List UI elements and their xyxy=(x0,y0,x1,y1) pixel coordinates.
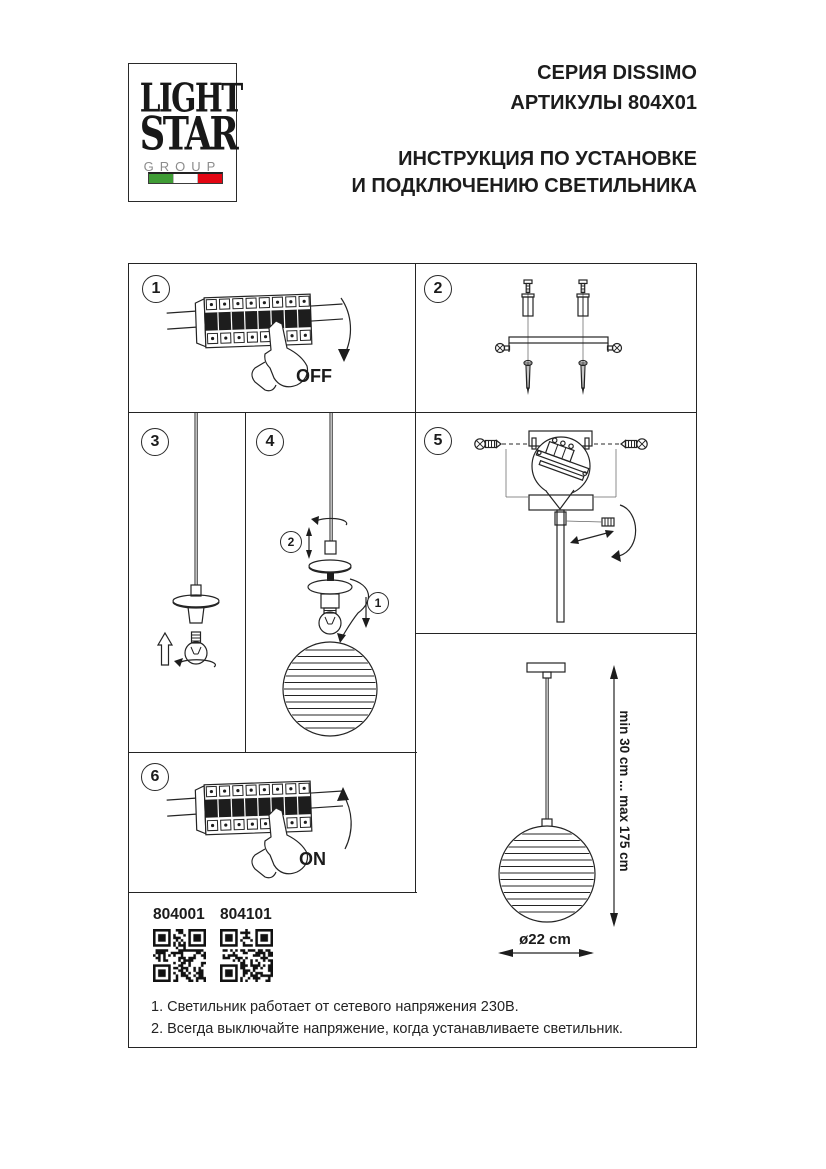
article-code-1: 804001 xyxy=(153,906,205,923)
screw-left xyxy=(475,439,501,449)
flag-green xyxy=(149,174,173,183)
lightstar-logo xyxy=(128,63,242,202)
step-2-number: 2 xyxy=(424,275,452,303)
italian-flag-stripe xyxy=(148,172,223,184)
off-label: OFF xyxy=(296,366,332,386)
screw-right xyxy=(621,439,647,449)
anchor-left xyxy=(522,280,534,316)
diameter-label: ø22 cm xyxy=(519,931,571,948)
socket-and-bulb xyxy=(319,594,341,634)
logo-word-light: LIGHT xyxy=(139,74,242,122)
height-range-label: min 30 cm ... max 175 cm xyxy=(617,710,632,872)
mounting-bracket xyxy=(509,337,608,352)
ribbed-globe xyxy=(276,642,384,736)
qr-code-804001 xyxy=(153,929,206,982)
ceiling-mount-drawing xyxy=(416,413,697,632)
on-label: ON xyxy=(299,849,326,869)
arrow-up-outline-icon xyxy=(158,633,172,665)
qr-code-804101 xyxy=(220,929,273,982)
instruction-title-line1: ИНСТРУКЦИЯ ПО УСТАНОВКЕ xyxy=(398,148,697,170)
curved-insert-arrow-icon xyxy=(337,579,368,643)
bracket-kit-drawing xyxy=(416,264,697,411)
logo-word-group: GROUP xyxy=(143,159,222,174)
arrow-up-icon xyxy=(337,787,351,849)
step-4-number: 4 xyxy=(256,428,284,456)
ceiling-canopy xyxy=(527,663,565,672)
down-tube xyxy=(557,510,564,622)
rotate-arrow-icon xyxy=(311,516,347,525)
step-6-number: 6 xyxy=(141,763,169,791)
side-screw-left xyxy=(496,344,510,353)
up-down-arrow-icon xyxy=(306,527,312,559)
callout-1: 1 xyxy=(367,592,389,614)
step-3-number: 3 xyxy=(141,428,169,456)
breaker-on-drawing xyxy=(129,753,415,892)
set-screw-icon xyxy=(602,518,614,526)
article-code-2: 804101 xyxy=(220,906,272,923)
header-block xyxy=(510,62,697,114)
ribbed-globe xyxy=(492,826,602,922)
flag-red xyxy=(198,174,222,183)
articles-title: АРТИКУЛЫ 804X01 xyxy=(510,92,697,114)
side-screw-right xyxy=(608,344,622,353)
anchor-right xyxy=(577,280,589,316)
flag-white xyxy=(173,174,199,183)
note-2: 2. Всегда выключайте напряжение, когда устанавливаете светильник. xyxy=(151,1021,623,1037)
breaker-off-drawing xyxy=(129,264,415,411)
rotate-arrow-icon xyxy=(611,505,636,562)
rotate-arrow-icon xyxy=(174,658,215,667)
double-arrow-icon xyxy=(570,530,614,544)
note-1: 1. Светильник работает от сетевого напряжения 230В. xyxy=(151,999,519,1015)
cord-lock xyxy=(325,541,336,554)
step-1-number: 1 xyxy=(142,275,170,303)
assembly-drawing xyxy=(246,413,414,751)
instruction-title-line2: И ПОДКЛЮЧЕНИЮ СВЕТИЛЬНИКА xyxy=(351,175,697,197)
callout-2: 2 xyxy=(280,531,302,553)
arrow-down-icon xyxy=(338,298,350,362)
instruction-title xyxy=(351,146,697,200)
step-5-number: 5 xyxy=(424,427,452,455)
diameter-dimension-line xyxy=(498,949,594,957)
pendant-bulb-drawing xyxy=(129,413,245,751)
logo-word-star: STAR xyxy=(139,107,237,162)
divider-step6-bottom xyxy=(128,892,417,893)
final-product-drawing xyxy=(416,633,697,1045)
series-title: СЕРИЯ DISSIMO xyxy=(537,62,697,84)
